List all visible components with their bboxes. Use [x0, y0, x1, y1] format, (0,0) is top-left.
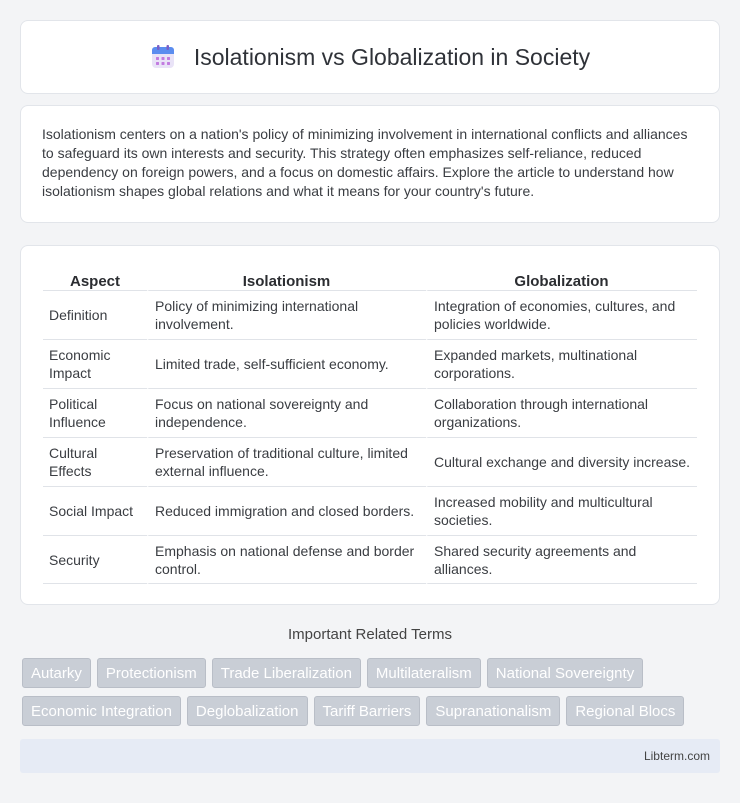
header-globalization: Globalization	[514, 273, 609, 290]
aspect-cell: Definition	[43, 290, 147, 339]
table-row	[43, 290, 697, 339]
related-terms-title: Important Related Terms	[288, 626, 452, 643]
globalization-cell: Shared security agreements and alliances.	[426, 535, 697, 584]
isolationism-cell: Preservation of traditional culture, limited external influence.	[147, 437, 426, 486]
table-row	[43, 535, 697, 584]
comparison-card	[20, 245, 720, 605]
tag-tariff-barriers[interactable]: Tariff Barriers	[314, 696, 421, 726]
isolationism-cell: Focus on national sovereignty and independence.	[147, 388, 426, 437]
aspect-cell: Cultural Effects	[43, 437, 147, 486]
related-terms-list	[22, 658, 722, 726]
table-row	[43, 388, 697, 437]
table-row	[43, 437, 697, 486]
tag-multilateralism[interactable]: Multilateralism	[367, 658, 481, 688]
footer-site-link[interactable]: Libterm.com	[643, 749, 710, 763]
table-row	[43, 486, 697, 535]
globalization-cell: Cultural exchange and diversity increase.	[426, 437, 697, 486]
calendar-icon	[150, 44, 176, 70]
globalization-cell: Expanded markets, multinational corporations.	[426, 339, 697, 388]
globalization-cell: Integration of economies, cultures, and policies worldwide.	[426, 290, 697, 339]
aspect-cell: Security	[43, 535, 147, 584]
intro-text: Isolationism centers on a nation's policy of minimizing involvement in international conflicts and alliances to safeguard its own interests and security. This strategy often emphasizes self-reliance, reduced dependency on foreign powers, and a focus on domestic affairs. Explore the article to understand how isolationism shapes global relations and what it means for your country's future.	[42, 126, 688, 199]
globalization-cell: Collaboration through international organizations.	[426, 388, 697, 437]
intro-card	[20, 105, 720, 223]
tag-economic-integration[interactable]: Economic Integration	[22, 696, 181, 726]
aspect-cell: Social Impact	[43, 486, 147, 535]
aspect-cell: Economic Impact	[43, 339, 147, 388]
table-header-row	[43, 266, 697, 290]
header-isolationism: Isolationism	[242, 273, 331, 290]
comparison-table	[43, 266, 697, 584]
header-card	[20, 20, 720, 94]
isolationism-cell: Policy of minimizing international involvement.	[147, 290, 426, 339]
isolationism-cell: Emphasis on national defense and border control.	[147, 535, 426, 584]
tag-national-sovereignty[interactable]: National Sovereignty	[487, 658, 643, 688]
page-title: Isolationism vs Globalization in Society	[193, 43, 591, 70]
footer	[20, 739, 720, 773]
tag-protectionism[interactable]: Protectionism	[97, 658, 206, 688]
tag-trade-liberalization[interactable]: Trade Liberalization	[212, 658, 361, 688]
tag-autarky[interactable]: Autarky	[22, 658, 91, 688]
isolationism-cell: Limited trade, self-sufficient economy.	[147, 339, 426, 388]
header-aspect: Aspect	[69, 273, 121, 290]
tag-deglobalization[interactable]: Deglobalization	[187, 696, 308, 726]
globalization-cell: Increased mobility and multicultural societies.	[426, 486, 697, 535]
isolationism-cell: Reduced immigration and closed borders.	[147, 486, 426, 535]
tag-regional-blocs[interactable]: Regional Blocs	[566, 696, 684, 726]
aspect-cell: Political Influence	[43, 388, 147, 437]
table-row	[43, 339, 697, 388]
tag-supranationalism[interactable]: Supranationalism	[426, 696, 560, 726]
